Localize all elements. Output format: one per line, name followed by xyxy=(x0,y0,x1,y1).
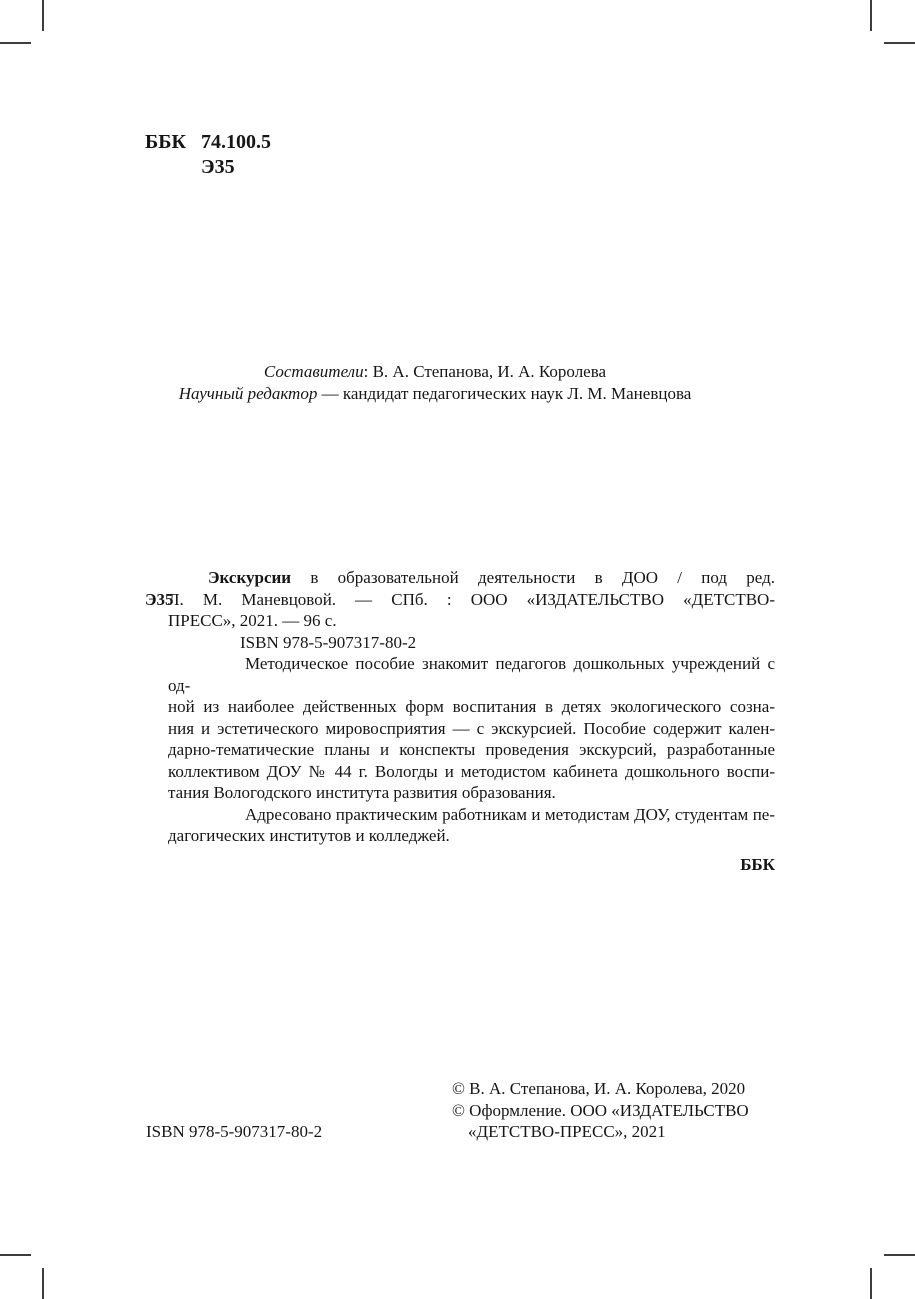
crop-mark-top-right-horizontal xyxy=(884,42,915,44)
card-title-rest: в образовательной деятельности в ДОО / под ред. xyxy=(291,568,775,587)
crop-mark-top-right-vertical xyxy=(870,0,872,31)
crop-mark-bottom-left-vertical xyxy=(42,1268,44,1299)
copyright-line: © В. А. Степанова, И. А. Королева, 2020 xyxy=(452,1079,746,1098)
annotation-line: дарно-тематические планы и конспекты проведения экскурсий, разработанные xyxy=(168,740,775,759)
annotation-line: коллективом ДОУ № 44 г. Вологды и методистом кабинета дошкольного воспи- xyxy=(168,761,775,781)
card-isbn: ISBN 978-5-907317-80-2 xyxy=(240,632,417,652)
card-title-line xyxy=(168,567,775,589)
compilers-line xyxy=(95,361,775,383)
annotation-line: тания Вологодского института развития образования. xyxy=(168,783,556,802)
bbk-author-sign: Э35 xyxy=(201,156,235,178)
bbk-label: ББК xyxy=(145,131,186,153)
catalog-card xyxy=(168,567,775,875)
compilers-term: Составители xyxy=(263,362,364,381)
footer-isbn: ISBN 978-5-907317-80-2 xyxy=(146,1122,323,1141)
copyright-block xyxy=(452,1078,749,1143)
crop-mark-bottom-right-horizontal xyxy=(884,1254,915,1256)
book-title: Экскурсии xyxy=(208,568,292,587)
bbk-classification-header xyxy=(145,130,271,180)
card-imprint-line: Л. М. Маневцовой. — СПб. : ООО «ИЗДАТЕЛЬСТВО «ДЕТСТВО- xyxy=(168,589,775,609)
annotation-line: ния и эстетического мировосприятия — с экскурсией. Пособие содержит кален- xyxy=(168,718,775,738)
annotation-line: Методическое пособие знакомит педагогов дошкольных учреждений с од- xyxy=(168,654,775,695)
card-imprint-line-end: ПРЕСС», 2021. — 96 с. xyxy=(168,611,337,630)
bbk-footer-label: ББК xyxy=(740,854,775,874)
science-editor-term: Научный редактор xyxy=(178,384,318,403)
crop-mark-bottom-right-vertical xyxy=(870,1268,872,1299)
crop-mark-top-left-horizontal xyxy=(0,42,31,44)
science-editor-line xyxy=(95,383,775,405)
bbk-number-row xyxy=(145,130,271,155)
compilers-block xyxy=(95,361,775,405)
science-editor-name: — кандидат педагогических наук Л. М. Маневцова xyxy=(317,384,692,403)
audience-line: дагогических институтов и колледжей. xyxy=(168,826,450,845)
annotation-line: ной из наиболее действенных форм воспитания в детях экологического созна- xyxy=(168,697,775,716)
bbk-label-spacer xyxy=(145,155,201,180)
bbk-number: 74.100.5 xyxy=(201,131,271,153)
bbk-author-sign-row xyxy=(145,155,271,180)
audience-line: Адресовано практическим работникам и методистам ДОУ, студентам пе- xyxy=(245,804,775,824)
copyright-line: © Оформление. ООО «ИЗДАТЕЛЬСТВО xyxy=(452,1100,749,1120)
crop-mark-bottom-left-horizontal xyxy=(0,1254,31,1256)
copyright-line: «ДЕТСТВО-ПРЕСС», 2021 xyxy=(468,1122,666,1142)
margin-author-sign: Э35 xyxy=(145,590,174,609)
compilers-names: : В. А. Степанова, И. А. Королева xyxy=(363,362,607,381)
crop-mark-top-left-vertical xyxy=(42,0,44,31)
